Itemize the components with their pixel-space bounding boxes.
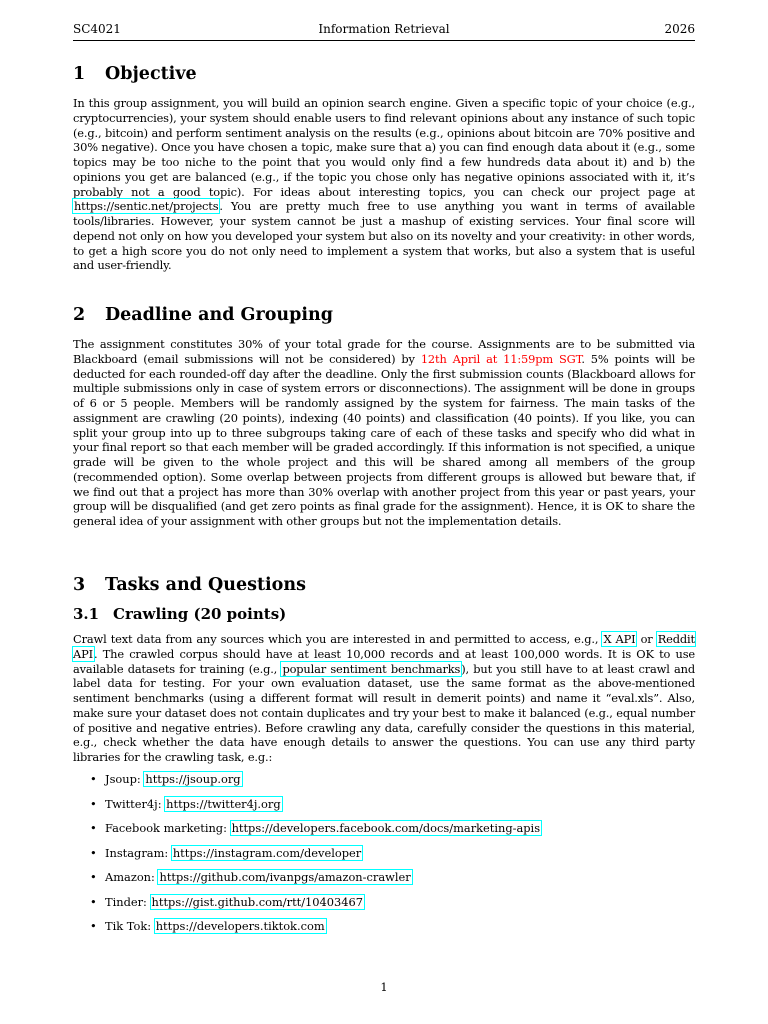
crawling-text-or: or [640, 632, 653, 646]
section-1-paragraph [73, 96, 695, 273]
section-3-title: Tasks and Questions [105, 575, 306, 595]
amazon-crawler-link[interactable]: https://github.com/ivanpgs/amazon-crawler [159, 870, 411, 884]
tiktok-link[interactable]: https://developers.tiktok.com [155, 919, 325, 933]
section-1-heading [73, 64, 197, 84]
section-1-title: Objective [105, 64, 197, 84]
instagram-link[interactable]: https://instagram.com/developer [172, 845, 362, 860]
jsoup-link[interactable]: https://jsoup.org [145, 772, 241, 786]
list-item-tinder [73, 895, 695, 920]
header-course-code: SC4021 [73, 22, 121, 36]
running-header [73, 22, 695, 41]
x-api-link[interactable]: X API [603, 632, 636, 646]
subsection-3-1-paragraph [73, 632, 695, 765]
section-2-text-b: . 5% points will be deducted for each rounded-off day after the deadline. Only the first submission counts (Blackboard allows for multiple submissions only in case of system errors or disconnections). The assignment will be done in groups of 6 or 5 people. Members will be randomly assigned by the system for fairness. The main tasks of the assignment are crawling (20 points), indexing (40 points) and classification (40 points). If you like, you can split your group into up to three subgroups taking care of each of these tasks and specify who did what in your final report so that each member will be graded accordingly. If this information is not specified, a unique grade will be given to the whole project and this will be shared among all members of the group (recommended option). Some overlap between projects from different groups is allowed but beware that, if we find out that a project has more than 30% overlap with another project from this year or past years, your group will be disqualified (and get zero points as final grade for the assignment). Hence, it is OK to share the general idea of your assignment with other groups but not the implementation details. [73, 351, 695, 528]
list-item-amazon [73, 870, 695, 895]
subsection-3-1-number: 3.1 [73, 605, 100, 623]
page-number: 1 [380, 980, 388, 994]
list-item-label: Tik Tok: [105, 919, 152, 933]
header-year: 2026 [664, 22, 695, 36]
section-1-number: 1 [73, 64, 86, 84]
bullet-icon: • [90, 894, 97, 909]
header-course-title: Information Retrieval [318, 22, 450, 36]
list-item-tiktok [73, 919, 695, 944]
bullet-icon: • [90, 772, 97, 786]
list-item-twitter4j [73, 797, 695, 822]
list-item-label: Instagram: [105, 845, 169, 860]
list-item-jsoup [73, 772, 695, 797]
bullet-icon: • [90, 796, 97, 811]
list-item-label: Facebook marketing: [105, 821, 227, 835]
reddit-api-link[interactable]: Reddit API [73, 632, 695, 661]
deadline-highlight: 12th April at 11:59pm SGT [420, 351, 582, 366]
section-2-heading [73, 305, 333, 325]
facebook-marketing-link[interactable]: https://developers.facebook.com/docs/marketing-apis [231, 821, 541, 835]
crawling-text-b: . The crawled corpus should have at least 10,000 records and at least 100,000 words. It is OK to use available datasets for training (e.g., [73, 646, 695, 676]
twitter4j-link[interactable]: https://twitter4j.org [166, 796, 281, 811]
bullet-icon: • [90, 845, 97, 860]
bullet-icon: • [90, 919, 97, 933]
bullet-icon: • [90, 870, 97, 884]
crawling-text-a: Crawl text data from any sources which you are interested in and permitted to access, e.g., [73, 632, 599, 646]
list-item-facebook [73, 821, 695, 846]
list-item-instagram [73, 846, 695, 871]
sentiment-benchmarks-link[interactable]: popular sentiment benchmarks [282, 661, 461, 676]
section-3-number: 3 [73, 575, 86, 595]
bullet-icon: • [90, 821, 97, 835]
subsection-3-1-title: Crawling (20 points) [113, 605, 287, 623]
section-2-number: 2 [73, 305, 86, 325]
crawler-library-list [73, 772, 695, 944]
list-item-label: Amazon: [105, 870, 155, 884]
section-2-paragraph [73, 337, 695, 529]
section-2-text-a: The assignment constitutes 30% of your total grade for the course. Assignments are to be submitted via Blackboard (email submissions will not be considered) by [73, 337, 695, 366]
section-3-heading [73, 575, 306, 595]
subsection-3-1-heading [73, 605, 286, 623]
section-2-title: Deadline and Grouping [105, 305, 333, 325]
list-item-label: Twitter4j: [105, 796, 162, 811]
projects-link[interactable]: https://sentic.net/projects [74, 199, 219, 214]
crawling-text-c: ), but you still have to at least crawl and label data for testing. For your own evaluation dataset, use the same format as the above-mentioned sentiment benchmarks (using a different format will result in demerit points) and name it “eval.xls”. Also, make sure your dataset does not contain duplicates and try your best to make it balanced (e.g., equal number of positive and negative entries). Before crawling any data, carefully consider the questions in this material, e.g., check whether the data have enough details to answer the questions. You can use any third party libraries for the crawling task, e.g.: [73, 661, 695, 764]
tinder-gist-link[interactable]: https://gist.github.com/rtt/10403467 [151, 894, 364, 909]
list-item-label: Jsoup: [105, 772, 141, 786]
list-item-label: Tinder: [105, 894, 147, 909]
section-1-text-b: . You are pretty much free to use anything you want in terms of available tools/libraries. However, your system cannot be just a mashup of existing services. Your final score will depend not only on how you developed your system but also on its novelty and your creativity: in other words, to get a high score you do not only need to implement a system that works, but also a system that is useful and user-friendly. [73, 199, 695, 273]
section-1-text-a: In this group assignment, you will build an opinion search engine. Given a specific topic of your choice (e.g., cryptocurrencies), your system should enable users to find relevant opinions about any instance of such topic (e.g., bitcoin) and perform sentiment analysis on the results (e.g., opinions about bitcoin are 70% positive and 30% negative). Once you have chosen a topic, make sure that a) you can find enough data about it (e.g., some topics may be too niche to the point that you would only find a few hundreds data about it) and b) the opinions you get are balanced (e.g., if the topic you chose only has negative opinions associated with it, it’s probably not a good topic). For ideas about interesting topics, you can check our project page at [73, 96, 695, 199]
